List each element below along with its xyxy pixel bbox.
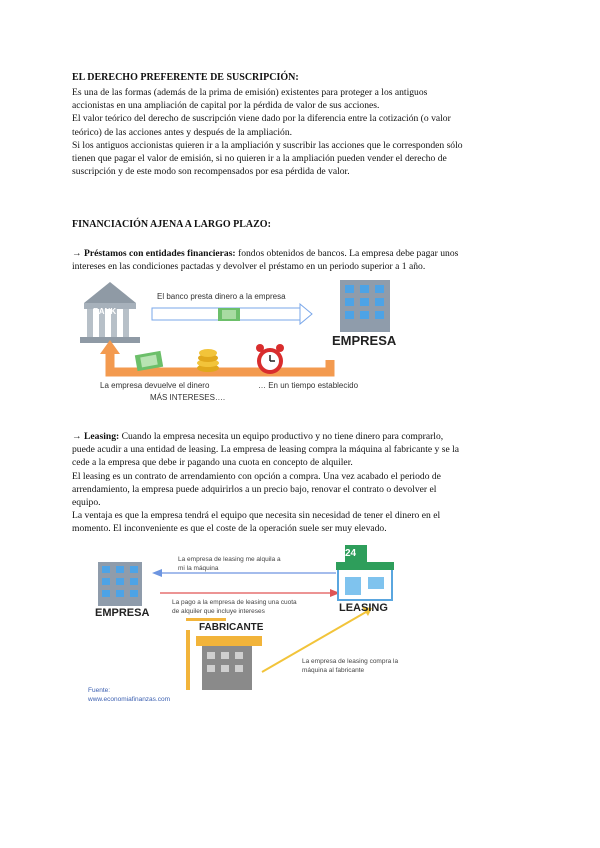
source-credit (88, 686, 170, 704)
label-line: www.economiafinanzas.com (88, 696, 171, 703)
label-line: Fuente: (88, 687, 111, 694)
label-line: La empresa de leasing compra la (302, 658, 399, 665)
top-arrow-label: El banco presta dinero a la empresa (157, 292, 286, 301)
text-line: tienen que pagar el valor de emisión, si no quieren ir a la ampliación pueden vender el derecho de (72, 153, 447, 165)
empresa-label: EMPRESA (95, 607, 150, 619)
prestamos-title: Préstamos con entidades financieras: (84, 248, 236, 259)
leasing-badge: 24 (345, 548, 357, 559)
return-label-1b: MÁS INTERESES…. (150, 393, 226, 402)
label-line: La pago a la empresa de leasing una cuota (172, 599, 297, 606)
text-line: equipo. (72, 497, 101, 509)
text-line: arrendamiento, la empresa puede adquirirlos a un precio bajo, renovar el contrato o devolver el (72, 483, 437, 495)
return-label-2: … En un tiempo establecido (258, 381, 359, 390)
bank-label: BANK (93, 307, 117, 316)
heading-financiacion-ajena: FINANCIACIÓN AJENA A LARGO PLAZO: (72, 219, 271, 230)
leasing-label: LEASING (339, 602, 388, 614)
top-arrow-label (178, 555, 281, 573)
empresa-label: EMPRESA (332, 333, 397, 348)
text-line: cede a la empresa que debe ir pagando una cuota en concepto de alquiler. (72, 457, 353, 469)
text-line: puede acudir a una entidad de leasing. La empresa de leasing compra la máquina al fabricante y se la (72, 444, 460, 456)
label-line: de alquiler que incluye intereses (172, 608, 265, 615)
text-line: Es una de las formas (además de la prima de emisión) existentes para proteger a los antiguos (72, 87, 428, 98)
prestamos-text: fondos obtenidos de bancos. La empresa debe pagar unos (235, 248, 459, 259)
diag-arrow-label (302, 657, 398, 675)
text-line: suscripción y de este modo son recompensados por esa pérdida de valor. (72, 166, 350, 178)
label-line: mi la máquina (178, 565, 219, 572)
leasing-title: Leasing: (84, 431, 120, 442)
text-line: La ventaja es que la empresa tendrá el equipo que necesita sin necesidad de tener el dinero en el (72, 510, 441, 522)
arrow-glyph: → (72, 431, 82, 442)
text-line: El leasing es un contrato de arrendamiento con opción a compra. Una vez acabado el periodo de (72, 470, 441, 482)
heading-derecho-preferente: EL DERECHO PREFERENTE DE SUSCRIPCIÓN: (72, 72, 299, 83)
text-line: teórico) de las acciones antes y después de la ampliación. (72, 126, 293, 138)
arrow-glyph: → (72, 248, 82, 259)
text-line: El valor teórico del derecho de suscripción viene dado por la diferencia entre la cotización (o valor (72, 113, 451, 125)
label-line: máquina al fabricante (302, 667, 365, 674)
fabricante-label: FABRICANTE (199, 622, 264, 633)
label-line: La empresa de leasing me alquila a (178, 556, 281, 563)
arrow-empresa-to-leasing (160, 589, 340, 597)
mid-arrow-label (172, 598, 297, 616)
empresa-building-icon (98, 562, 142, 606)
text-line: Si los antiguos accionistas quieren ir a la ampliación y suscribir las acciones que le corresponden sólo (72, 139, 463, 151)
text-line: momento. El inconveniente es que el coste de la operación suele ser muy elevado. (72, 523, 387, 535)
leasing-text: Cuando la empresa necesita un equipo productivo y no tiene dinero para comprarlo, (119, 431, 444, 442)
text-line: intereses en las condiciones pactadas y devolver el préstamo en un periodo superior a 1 año. (72, 261, 426, 273)
return-label-1: La empresa devuelve el dinero (100, 381, 210, 390)
text-line: accionistas en una ampliación de capital por la pérdida de valor de sus acciones. (72, 100, 380, 112)
